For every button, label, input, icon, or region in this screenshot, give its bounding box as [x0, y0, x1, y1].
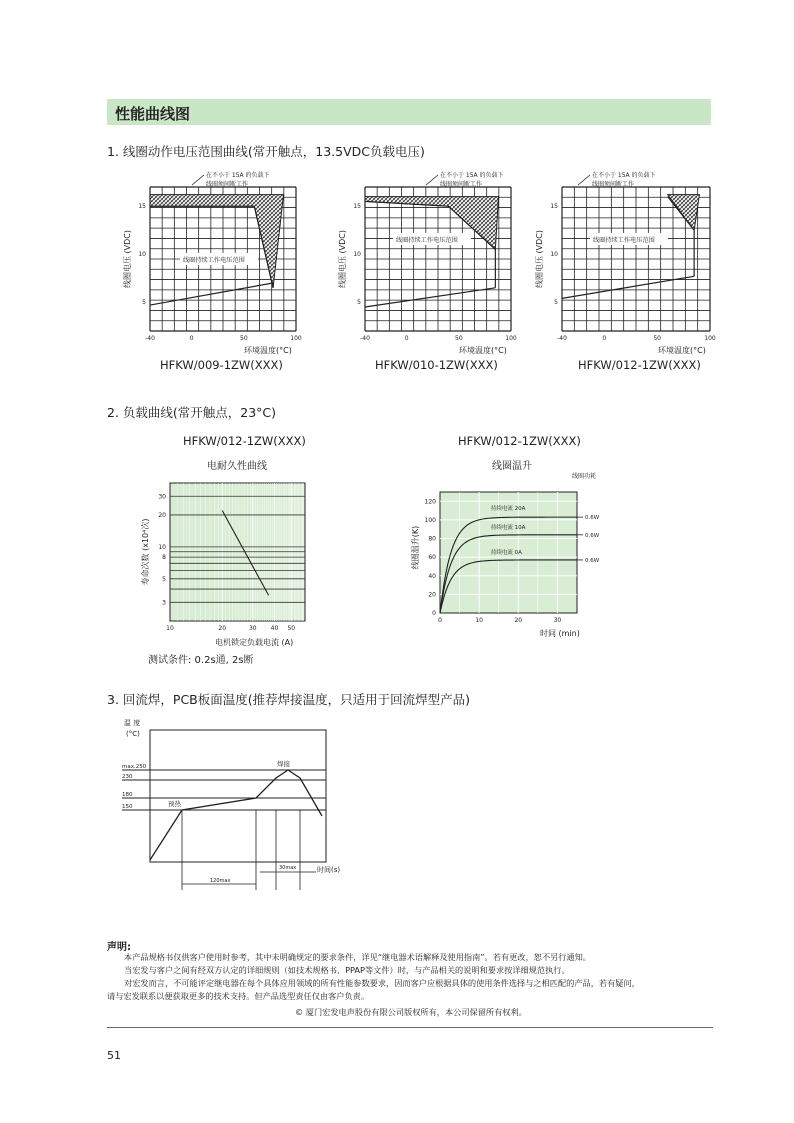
region-label: 线圈持续工作电压范围 [183, 257, 245, 264]
chart1-caption: HFKW/009-1ZW(XXX) [160, 358, 283, 372]
x-tick-label: 10 [475, 617, 483, 624]
x-axis-label: 时间 (min) [540, 629, 580, 638]
y-tick-label: 20 [428, 591, 436, 599]
y-tick-label: 40 [428, 572, 436, 580]
note-line2: 线圈须间断工作 [440, 181, 483, 188]
upper-limit-line [150, 206, 273, 288]
y-tick-label: 120 [424, 498, 436, 506]
region-label: 线圈持续工作电压范围 [593, 237, 655, 244]
section1-title: 1. 线圈动作电压范围曲线(常开触点，13.5VDC负载电压) [107, 144, 425, 159]
page-number: 51 [107, 1049, 121, 1062]
chart2-caption: HFKW/010-1ZW(XXX) [375, 358, 498, 372]
y-tick-label: 0 [432, 610, 436, 617]
voltage-chart-2 [337, 171, 517, 355]
x-axis-label: 电机锁定负载电流 (A) [215, 638, 294, 647]
x-tick-label: 0 [189, 335, 194, 342]
dim-label-120: 120max [210, 878, 231, 884]
y-axis-label: 线圈电压 (VDC) [123, 229, 132, 289]
endurance-model: HFKW/012-1ZW(XXX) [183, 434, 306, 448]
y-tick-label: 10 [138, 251, 146, 259]
x-tick-label: -40 [557, 335, 567, 342]
x-tick-label: 10 [166, 625, 174, 632]
x-tick-label: 30 [248, 625, 257, 632]
note-line2: 线圈须间断工作 [592, 181, 635, 188]
power-label: 0.6W [585, 557, 600, 564]
temperature-rise-chart [400, 468, 720, 648]
y-axis-label: 线圈温升(K) [411, 525, 420, 570]
power-label: 0.6W [585, 532, 600, 539]
note-line1: 在不小于 15A 的负载下 [592, 172, 656, 179]
note-arrow [578, 175, 590, 185]
y-tick-label: 15 [353, 203, 361, 211]
preheat-label: 预热 [168, 800, 181, 808]
x-tick-label: 30 [553, 617, 562, 624]
y-label-line2: (°C) [126, 730, 140, 738]
y-tick-label: 20 [158, 511, 166, 519]
x-axis-label: 环境温度(°C) [658, 346, 706, 355]
voltage-range-charts [0, 165, 794, 375]
region-label: 线圈持续工作电压范围 [396, 237, 458, 244]
x-tick-label: 50 [287, 625, 296, 632]
declaration-p3: 对宏发而言，不可能评定继电器在每个具体应用领域的所有性能参数要求，因而客户应根据具体的使用条件选择与之相匹配的产品，若有疑问， [124, 978, 640, 988]
x-tick-label: 40 [270, 625, 279, 632]
x-tick-label: -40 [360, 335, 370, 342]
note-arrow [192, 175, 204, 185]
declaration-p2: 当宏发与客户之间有经双方认定的详细规则（如技术规格书、PPAP等文件）时，与产品相关的说明和要求按详细规范执行。 [124, 965, 570, 975]
y-tick-label: 8 [162, 554, 166, 562]
declaration-heading: 声明: [107, 942, 131, 953]
dim-label-30: 30max [279, 865, 297, 871]
lower-limit-line [150, 283, 273, 305]
note-arrow [426, 175, 438, 185]
y-tick-label: 230 [122, 774, 133, 780]
lower-limit-line [365, 288, 495, 307]
curve-label: 持续电流 10A [490, 524, 526, 531]
x-tick-label: 100 [505, 335, 517, 342]
soldering-label: 焊接 [277, 760, 290, 768]
curve-label: 持续电流 0A [490, 549, 522, 556]
y-tick-label: 60 [428, 554, 436, 562]
test-condition: 测试条件: 0.2s通, 2s断 [148, 655, 254, 666]
voltage-chart-3 [534, 171, 716, 355]
x-tick-label: 0 [602, 335, 607, 342]
reflow-chart [110, 712, 370, 898]
x-tick-label: 20 [218, 625, 227, 632]
y-tick-label: 10 [353, 251, 361, 259]
curve-label: 持续电流 20A [490, 506, 526, 513]
endurance-title: 电耐久性曲线 [207, 461, 267, 472]
x-axis-label: 环境温度(°C) [244, 346, 292, 355]
declaration-p1: 本产品规格书仅供客户使用时参考，其中未明确规定的要求条件，详见“继电器术语解释及使用指南”。若有更改，恕不另行通知。 [124, 952, 591, 962]
y-tick-label: 15 [550, 203, 558, 211]
intermittent-region [668, 195, 700, 231]
section-header-band [107, 99, 711, 125]
y-tick-label: 15 [138, 203, 146, 211]
y-tick-label: 5 [142, 299, 146, 307]
note-line2: 线圈须间断工作 [206, 181, 249, 188]
x-tick-label: 100 [290, 335, 302, 342]
y-tick-label: 5 [162, 575, 166, 583]
y-tick-label: 10 [550, 251, 558, 259]
temprise-title: 线圈温升 [492, 461, 532, 472]
y-tick-label: 3 [162, 599, 166, 607]
power-axis-label: 线圈功耗 [572, 473, 597, 480]
y-tick-label: 30 [158, 493, 166, 501]
y-axis-label: 线圈电压 (VDC) [535, 229, 544, 289]
reflow-profile-curve [150, 770, 322, 860]
y-tick-label: 5 [554, 299, 558, 307]
intermittent-region [150, 195, 283, 288]
chart3-caption: HFKW/012-1ZW(XXX) [578, 358, 701, 372]
power-label: 0.6W [585, 515, 600, 522]
x-tick-label: 50 [240, 335, 248, 342]
x-tick-label: 20 [514, 617, 523, 624]
y-tick-label: 150 [122, 804, 133, 810]
x-axis-label: 环境温度(°C) [459, 346, 507, 355]
section3-title: 3. 回流焊，PCB板面温度(推荐焊接温度，只适用于回流焊型产品) [107, 692, 470, 707]
x-tick-label: 50 [455, 335, 463, 342]
section2-title: 2. 负载曲线(常开触点，23°C) [107, 405, 277, 420]
x-axis-label: 时间(s) [317, 866, 341, 874]
footer-divider [107, 1027, 713, 1028]
y-tick-label: 10 [158, 543, 166, 551]
x-tick-label: 50 [653, 335, 661, 342]
y-tick-label: 180 [122, 792, 133, 798]
x-tick-label: 0 [404, 335, 409, 342]
y-tick-label: 5 [357, 299, 361, 307]
temprise-model: HFKW/012-1ZW(XXX) [458, 434, 581, 448]
note-line1: 在不小于 15A 的负载下 [206, 172, 270, 179]
page-title: 性能曲线图 [115, 105, 191, 123]
voltage-chart-1 [122, 171, 302, 355]
y-axis-label: 寿命次数 (x10⁴次) [141, 518, 150, 586]
declaration-p4: 请与宏发联系以便获取更多的技术支持。但产品选型责任仅由客户负责。 [107, 991, 370, 1001]
copyright-notice: © 厦门宏发电声股份有限公司版权所有，本公司保留所有权利。 [295, 1007, 527, 1017]
y-tick-label: 100 [424, 516, 436, 524]
x-tick-label: 0 [438, 617, 442, 624]
note-line1: 在不小于 15A 的负载下 [440, 172, 504, 179]
y-tick-label: max.250 [122, 764, 147, 770]
x-tick-label: 100 [704, 335, 716, 342]
y-axis-label: 线圈电压 (VDC) [338, 229, 347, 289]
y-tick-label: 80 [428, 535, 436, 543]
endurance-chart [120, 468, 420, 648]
x-tick-label: -40 [145, 335, 155, 342]
y-label-line1: 温 度 [124, 719, 141, 727]
